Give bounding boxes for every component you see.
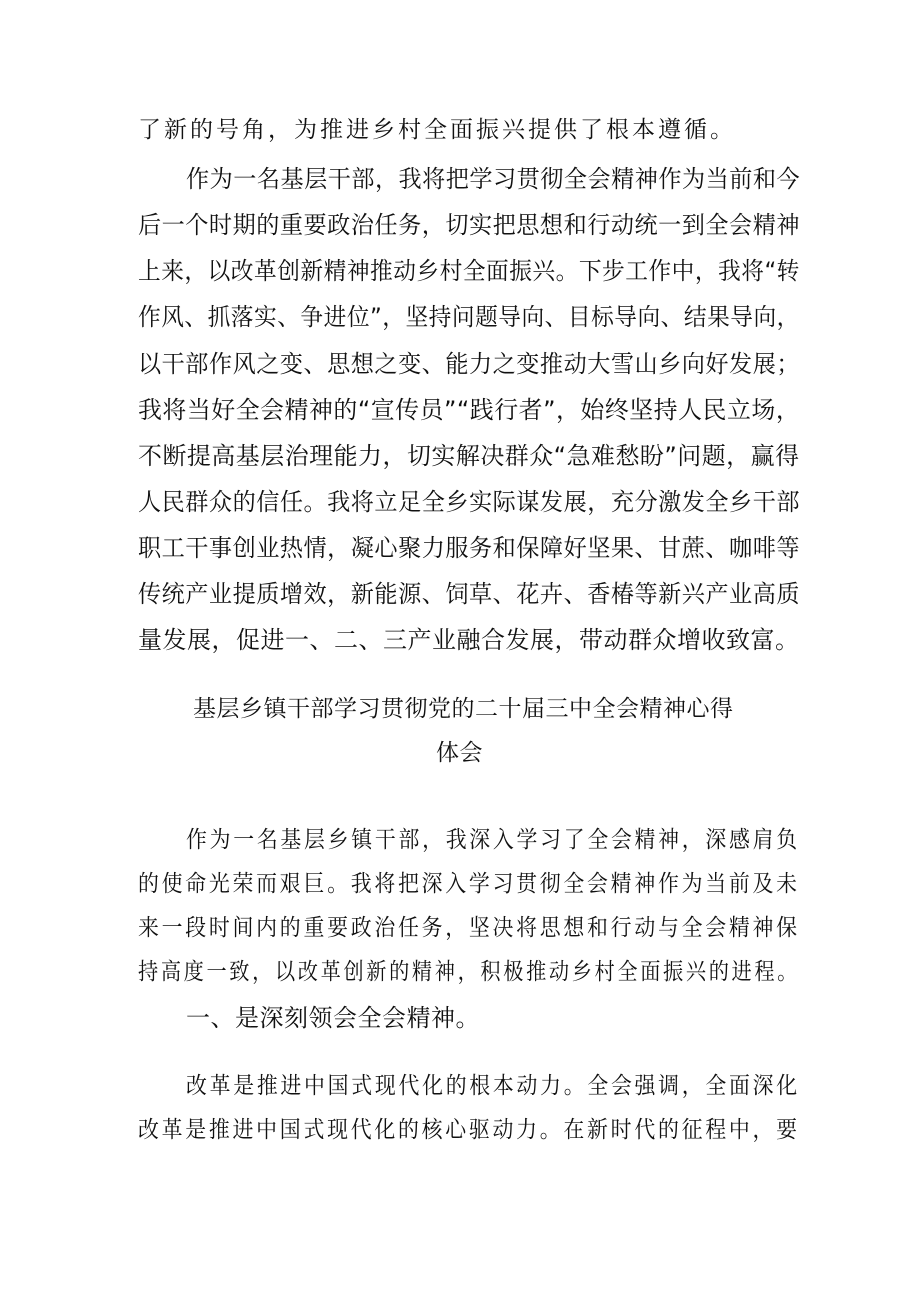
- section-heading: 一、是深刻领会全会精神。: [186, 1004, 480, 1032]
- paragraph-line: 后一个时期的重要政治任务，切实把思想和行动统一到全会精神: [138, 211, 800, 239]
- paragraph-line: 的使命光荣而艰巨。我将把深入学习贯彻全会精神作为当前及未: [138, 871, 800, 897]
- paragraph-line: 作为一名基层乡镇干部，我深入学习了全会精神，深感肩负: [186, 827, 800, 853]
- paragraph-line: 改革是推进中国式现代化的根本动力。全会强调，全面深化: [186, 1073, 800, 1099]
- paragraph-line: 人民群众的信任。我将立足全乡实际谋发展，充分激发全乡干部: [138, 488, 800, 516]
- paragraph-line: 传统产业提质增效，新能源、饲草、花卉、香椿等新兴产业高质: [138, 580, 800, 608]
- article-title: 基层乡镇干部学习贯彻党的二十届三中全会精神心得: [193, 696, 734, 722]
- previous-paragraph-tail: 了新的号角，为推进乡村全面振兴提供了根本遵循。: [138, 117, 736, 143]
- paragraph-line: 上来，以改革创新精神推动乡村全面振兴。下步工作中，我将“转: [138, 257, 800, 285]
- paragraph-line: 来一段时间内的重要政治任务，坚决将思想和行动与全会精神保: [138, 915, 800, 941]
- paragraph-line: 作为一名基层干部，我将把学习贯彻全会精神作为当前和今: [186, 165, 801, 193]
- paragraph-line: 以干部作风之变、思想之变、能力之变推动大雪山乡向好发展；: [138, 350, 800, 378]
- paragraph-line: 我将当好全会精神的“宣传员”“践行者”，始终坚持人民立场，: [138, 396, 801, 424]
- paragraph-line: 不断提高基层治理能力，切实解决群众“急难愁盼”问题，赢得: [138, 442, 800, 470]
- paragraph-line: 量发展，促进一、二、三产业融合发展，带动群众增收致富。: [138, 626, 800, 654]
- paragraph-line: 改革是推进中国式现代化的核心驱动力。在新时代的征程中，要: [138, 1117, 800, 1143]
- paragraph-line: 作风、抓落实、争进位”，坚持问题导向、目标导向、结果导向，: [138, 303, 800, 331]
- paragraph-line: 持高度一致，以改革创新的精神，积极推动乡村全面振兴的进程。: [138, 959, 801, 985]
- paragraph-line: 职工干事创业热情，凝心聚力服务和保障好坚果、甘蔗、咖啡等: [138, 534, 800, 562]
- article-title-continuation: 体会: [436, 740, 483, 766]
